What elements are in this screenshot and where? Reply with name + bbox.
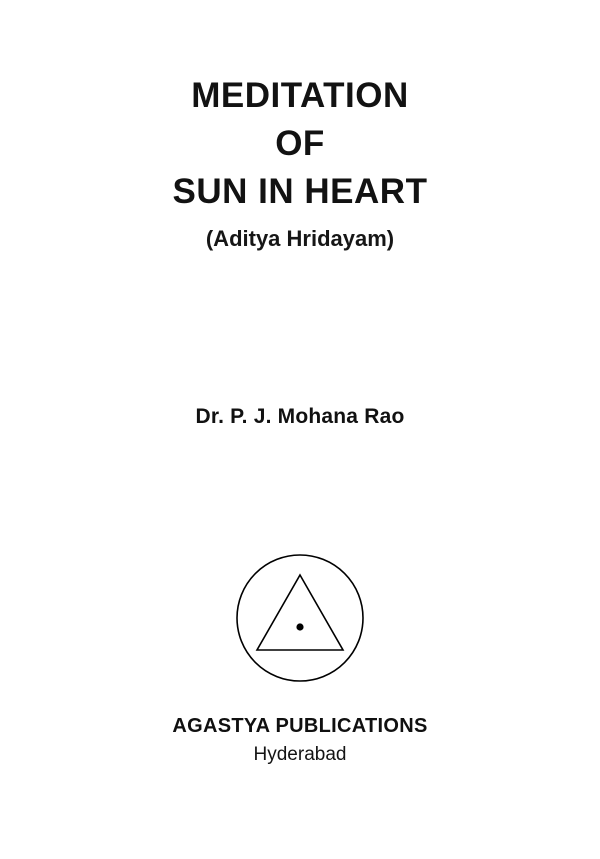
circle-triangle-dot-icon — [233, 551, 367, 685]
title-line-1: MEDITATION — [191, 76, 409, 115]
emblem — [0, 551, 600, 685]
title-line-3: SUN IN HEART — [172, 172, 428, 211]
publisher-city: Hyderabad — [253, 744, 347, 765]
publisher-block — [0, 715, 600, 766]
publisher-name: AGASTYA PUBLICATIONS — [172, 715, 428, 737]
author-name: Dr. P. J. Mohana Rao — [195, 405, 405, 428]
title-line-2: OF — [275, 124, 325, 163]
title-block — [0, 72, 600, 254]
subtitle: (Aditya Hridayam) — [205, 226, 395, 251]
